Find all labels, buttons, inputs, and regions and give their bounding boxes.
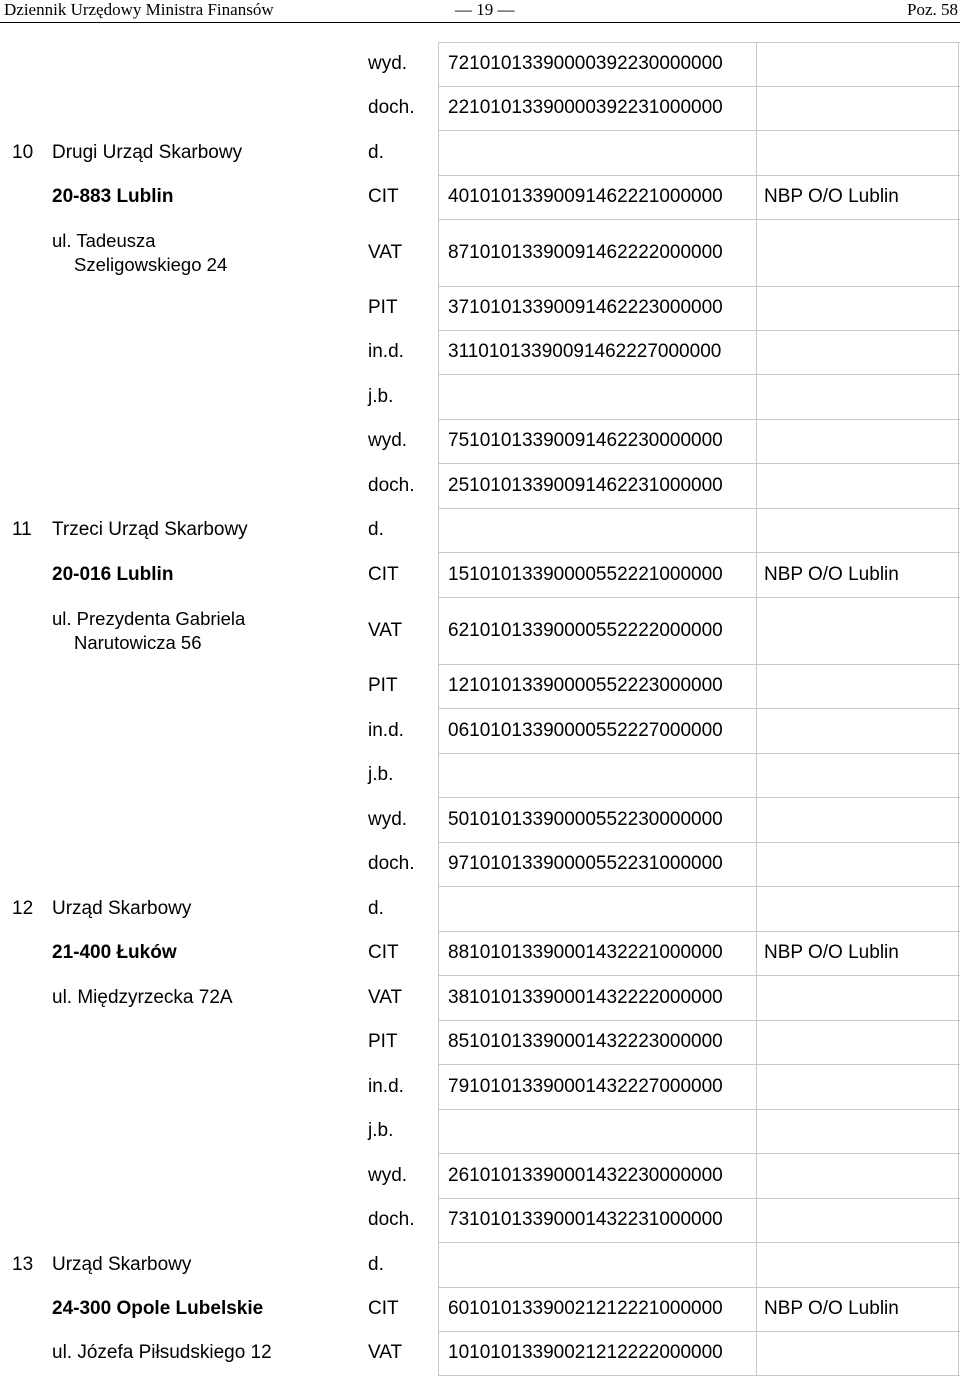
- tax-type: wyd.: [368, 53, 408, 74]
- office-address: 20-016 Lublin: [52, 563, 174, 585]
- table-row: [0, 753, 960, 797]
- account-number: 40101013390091462221000000: [448, 186, 723, 207]
- tax-type: d.: [368, 141, 384, 163]
- office-address: [52, 597, 245, 664]
- tax-type: VAT: [368, 241, 403, 263]
- account-number: 60101013390021212221000000: [448, 1298, 723, 1319]
- tax-type: PIT: [368, 297, 398, 318]
- account-number: 26101013390001432230000000: [448, 1164, 723, 1186]
- row-divider: [438, 797, 960, 798]
- table-row: [0, 130, 960, 175]
- table-row: [0, 597, 960, 664]
- row-divider: [438, 219, 960, 220]
- row-divider: [438, 1064, 960, 1065]
- office-address: [52, 219, 227, 286]
- tax-type: CIT: [368, 1298, 399, 1319]
- office-number: 10: [12, 141, 34, 163]
- column-divider: [756, 42, 757, 1376]
- table-row: [0, 1287, 960, 1331]
- tax-type: PIT: [368, 675, 398, 696]
- tax-type: j.b.: [368, 1120, 394, 1141]
- row-divider: [438, 419, 960, 420]
- tax-type: CIT: [368, 942, 399, 963]
- table-row: [0, 330, 960, 374]
- row-divider: [438, 1020, 960, 1021]
- address-line: ul. Tadeusza: [52, 229, 156, 251]
- account-number: 15101013390000552221000000: [448, 563, 723, 585]
- account-number: 25101013390091462231000000: [448, 474, 723, 496]
- office-address: ul. Józefa Piłsudskiego 12: [52, 1342, 272, 1363]
- table-row: [0, 1331, 960, 1375]
- table-row: [0, 419, 960, 463]
- row-divider: [438, 463, 960, 464]
- row-divider: [438, 86, 960, 87]
- account-number: 31101013390091462227000000: [448, 341, 722, 362]
- tax-type: VAT: [368, 1342, 403, 1363]
- account-number: 62101013390000552222000000: [448, 619, 723, 641]
- tax-type: in.d.: [368, 719, 404, 741]
- table-row: [0, 463, 960, 508]
- row-divider: [438, 1242, 960, 1243]
- row-divider: [438, 931, 960, 932]
- journal-title: Dziennik Urzędowy Ministra Finansów: [4, 0, 274, 19]
- tax-type: wyd.: [368, 808, 408, 830]
- row-divider: [438, 175, 960, 176]
- office-address: Urząd Skarbowy: [52, 1253, 192, 1275]
- address-line: Narutowicza 56: [74, 631, 202, 653]
- table-row: [0, 1064, 960, 1109]
- row-divider: [438, 1287, 960, 1288]
- tax-type: CIT: [368, 186, 399, 207]
- office-address: Drugi Urząd Skarbowy: [52, 141, 243, 163]
- tax-type: wyd.: [368, 430, 408, 451]
- account-number: 97101013390000552231000000: [448, 853, 723, 874]
- row-divider: [438, 1153, 960, 1154]
- row-divider: [438, 552, 960, 553]
- row-divider: [438, 975, 960, 976]
- row-divider: [438, 753, 960, 754]
- address-line: Szeligowskiego 24: [74, 253, 228, 275]
- row-divider: [438, 374, 960, 375]
- tax-type: VAT: [368, 619, 403, 641]
- bank-name: NBP O/O Lublin: [764, 563, 899, 585]
- tax-type: doch.: [368, 474, 415, 496]
- tax-type: d.: [368, 1253, 384, 1275]
- office-number: 13: [12, 1253, 34, 1275]
- account-number: 88101013390001432221000000: [448, 942, 723, 963]
- tax-type: CIT: [368, 563, 399, 585]
- table-row: [0, 1242, 960, 1287]
- office-address: 20-883 Lublin: [52, 186, 174, 207]
- account-number: 10101013390021212222000000: [448, 1342, 723, 1363]
- tax-type: d.: [368, 897, 384, 919]
- page-number: — 19 —: [455, 0, 515, 19]
- row-divider: [438, 842, 960, 843]
- account-number: 37101013390091462223000000: [448, 297, 723, 318]
- row-divider: [438, 708, 960, 709]
- row-divider: [438, 1331, 960, 1332]
- account-number: 12101013390000552223000000: [448, 675, 723, 696]
- office-address: ul. Międzyrzecka 72A: [52, 986, 233, 1008]
- table-row: [0, 797, 960, 842]
- table-row: [0, 975, 960, 1020]
- office-address: 24-300 Opole Lubelskie: [52, 1298, 264, 1319]
- bank-name: NBP O/O Lublin: [764, 1298, 899, 1319]
- office-number: 12: [12, 897, 34, 919]
- account-number: 22101013390000392231000000: [448, 97, 723, 118]
- table-row: [0, 374, 960, 419]
- table-row: [0, 175, 960, 219]
- office-address: Trzeci Urząd Skarbowy: [52, 519, 248, 540]
- row-divider: [438, 886, 960, 887]
- office-number: 11: [12, 519, 32, 540]
- tax-type: j.b.: [368, 764, 394, 785]
- office-address: Urząd Skarbowy: [52, 897, 192, 919]
- tax-type: doch.: [368, 853, 415, 874]
- tax-type: PIT: [368, 1031, 398, 1052]
- table-row: [0, 1020, 960, 1064]
- account-number: 72101013390000392230000000: [448, 53, 723, 74]
- table-row: [0, 219, 960, 286]
- row-divider: [438, 1198, 960, 1199]
- table-row: [0, 286, 960, 330]
- table-row: [0, 664, 960, 708]
- row-divider: [438, 1109, 960, 1110]
- row-divider: [438, 42, 960, 43]
- position-number: Poz. 58: [907, 0, 958, 19]
- table-row: [0, 552, 960, 597]
- account-number: 73101013390001432231000000: [448, 1209, 723, 1230]
- tax-type: d.: [368, 519, 384, 540]
- table-row: [0, 86, 960, 130]
- tax-type: doch.: [368, 97, 415, 118]
- row-divider: [438, 664, 960, 665]
- bank-name: NBP O/O Lublin: [764, 186, 899, 207]
- table-row: [0, 708, 960, 753]
- table-row: [0, 886, 960, 931]
- tax-type: j.b.: [368, 385, 394, 407]
- table-row: [0, 1198, 960, 1242]
- account-number: 85101013390001432223000000: [448, 1031, 723, 1052]
- row-divider: [438, 286, 960, 287]
- tax-type: doch.: [368, 1209, 415, 1230]
- row-divider: [438, 508, 960, 509]
- account-number: 79101013390001432227000000: [448, 1075, 723, 1097]
- account-number: 50101013390000552230000000: [448, 808, 723, 830]
- row-divider: [438, 1375, 960, 1376]
- column-divider: [958, 42, 959, 1376]
- bank-name: NBP O/O Lublin: [764, 942, 899, 963]
- tax-type: in.d.: [368, 341, 404, 362]
- account-number: 06101013390000552227000000: [448, 719, 723, 741]
- row-divider: [438, 597, 960, 598]
- tax-type: wyd.: [368, 1164, 408, 1186]
- account-number: 38101013390001432222000000: [448, 986, 723, 1008]
- tax-type: VAT: [368, 986, 403, 1008]
- office-address: 21-400 Łuków: [52, 942, 177, 963]
- row-divider: [438, 330, 960, 331]
- account-number: 75101013390091462230000000: [448, 430, 723, 451]
- tax-type: in.d.: [368, 1075, 404, 1097]
- column-divider: [438, 42, 439, 1376]
- address-line: ul. Prezydenta Gabriela: [52, 607, 246, 629]
- table-row: [0, 1153, 960, 1198]
- table-row: [0, 508, 960, 552]
- row-divider: [438, 130, 960, 131]
- table-row: [0, 842, 960, 886]
- table-row: [0, 1109, 960, 1153]
- account-number: 87101013390091462222000000: [448, 241, 723, 263]
- table-row: [0, 931, 960, 975]
- table-row: [0, 42, 960, 86]
